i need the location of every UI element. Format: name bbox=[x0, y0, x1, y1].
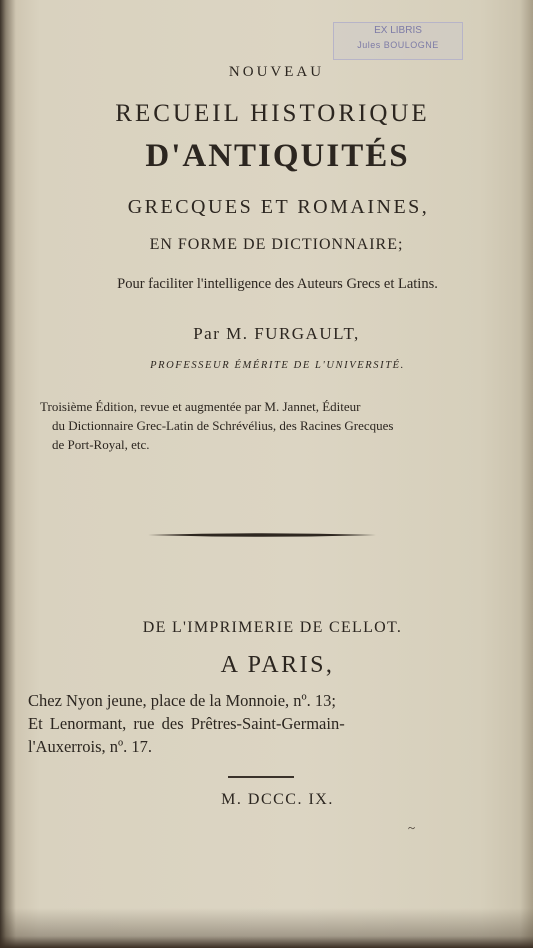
stamp-line-1: EX LIBRIS bbox=[374, 25, 422, 36]
edition-line-2: du Dictionnaire Grec-Latin de Schrévélius, des Racines Grecques bbox=[52, 418, 394, 433]
publication-date: M. DCCC. IX. bbox=[221, 791, 334, 808]
city-line: A PARIS, bbox=[220, 652, 335, 678]
ex-libris-stamp bbox=[333, 22, 463, 60]
title-nouveau: NOUVEAU bbox=[228, 64, 325, 80]
ornamental-rule bbox=[148, 533, 376, 537]
edition-statement bbox=[40, 397, 495, 454]
title-grecques: GRECQUES ET ROMAINES, bbox=[127, 196, 430, 218]
address-line-2: Et Lenormant, rue des Prêtres-Saint-Germain- bbox=[28, 714, 345, 733]
author-title: PROFESSEUR ÉMÉRITE DE L'UNIVERSITÉ. bbox=[150, 360, 405, 371]
edition-line-3: de Port-Royal, etc. bbox=[52, 437, 150, 452]
title-recueil: RECUEIL HISTORIQUE bbox=[115, 100, 430, 127]
stamp-line-2: Jules BOULOGNE bbox=[357, 40, 439, 50]
short-rule bbox=[228, 776, 294, 778]
title-forme: EN FORME DE DICTIONNAIRE; bbox=[149, 236, 404, 253]
ink-mark: ~ bbox=[408, 820, 416, 835]
author-line: Par M. FURGAULT, bbox=[193, 324, 360, 343]
title-antiquites: D'ANTIQUITÉS bbox=[145, 138, 410, 174]
address-line-3: l'Auxerrois, nº. 17. bbox=[28, 737, 153, 756]
title-pour: Pour faciliter l'intelligence des Auteurs Grecs et Latins. bbox=[117, 276, 438, 292]
edition-line-1: Troisième Édition, revue et augmentée par M. Jannet, Éditeur bbox=[40, 399, 361, 414]
publisher-address bbox=[28, 689, 498, 758]
address-line-1: Chez Nyon jeune, place de la Monnoie, nº. 13; bbox=[28, 691, 336, 710]
printer-line: DE L'IMPRIMERIE DE CELLOT. bbox=[142, 619, 403, 636]
